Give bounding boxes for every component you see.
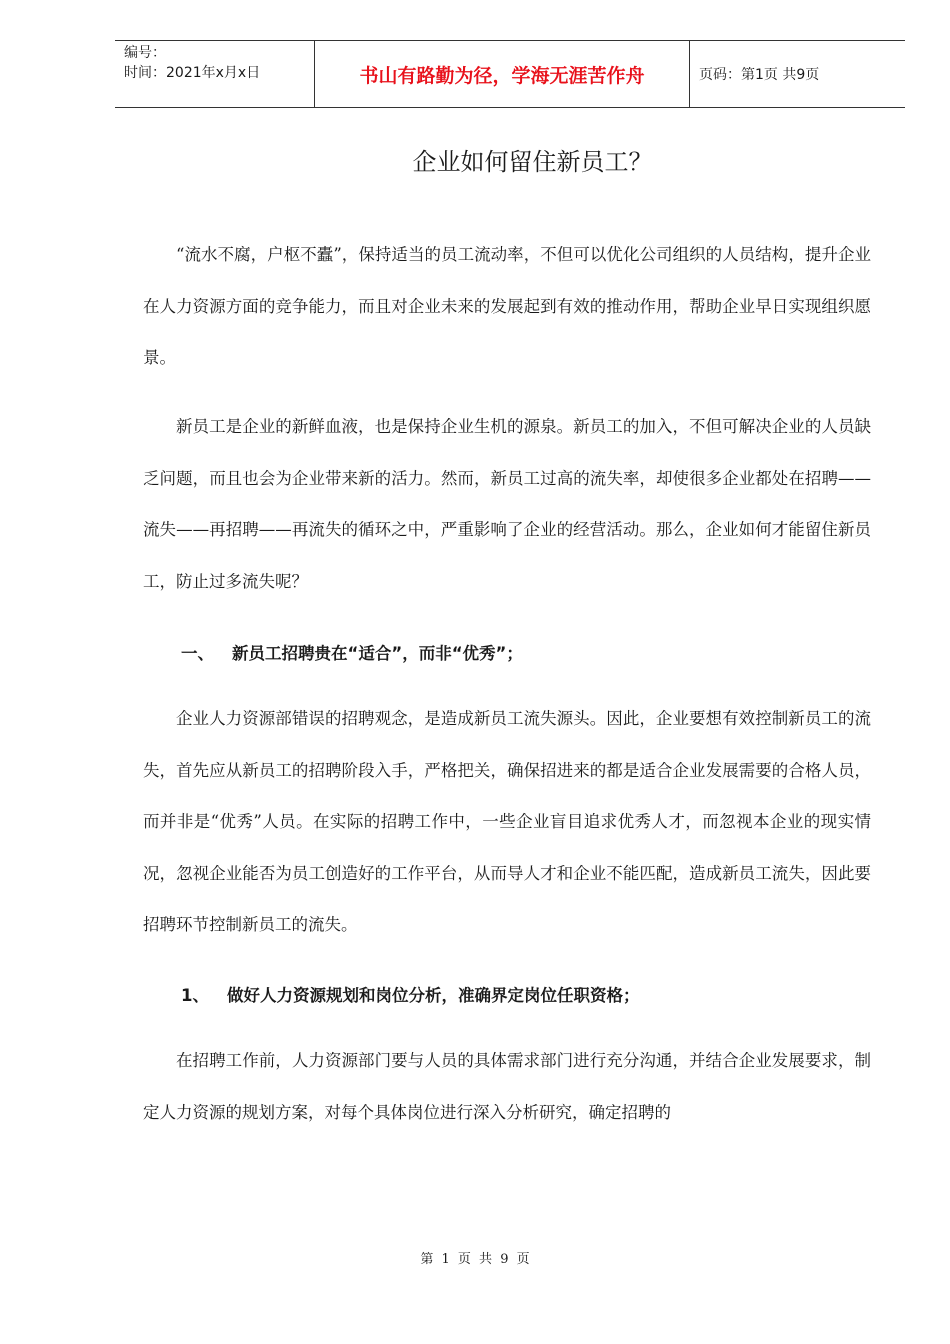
document-title: 企业如何留住新员工？	[412, 148, 653, 176]
number-label: 编号：	[124, 45, 166, 61]
paragraph-2: 新员工是企业的新鲜血液，也是保持企业生机的源泉。新员工的加入，不但可解决企业的人员缺乏问题，而且也会为企业带来新的活力。然而，新员工过高的流失率，却使很多企业都处在招聘——流失——再招聘——再流失的循环之中，严重影响了企业的经营活动。那么，企业如何才能留住新员工，防止过多流失呢？	[143, 417, 871, 591]
paragraph-1: “流水不腐，户枢不蠹”，保持适当的员工流动率，不但可以优化公司组织的人员结构，提升企业在人力资源方面的竞争能力，而且对企业未来的发展起到有效的推动作用，帮助企业早日实现组织愿景。	[143, 245, 871, 367]
section-heading-2	[181, 982, 639, 1006]
section-heading-text: 新员工招聘贵在“适合”，而非“优秀”；	[232, 644, 523, 663]
header-meta	[115, 41, 315, 107]
section-heading-number: 一、	[181, 644, 214, 663]
section-heading-1	[181, 640, 523, 664]
header-motto: 书山有路勤为径，学海无涯苦作舟	[315, 41, 690, 107]
document-header	[115, 40, 905, 108]
header-page-label: 页码：第1页 共9页	[699, 67, 820, 83]
paragraph-4: 在招聘工作前，人力资源部门要与人员的具体需求部门进行充分沟通，并结合企业发展要求，制定人力资源的规划方案，对每个具体岗位进行深入分析研究，确定招聘的	[143, 1051, 871, 1122]
section-heading-number: 1、	[181, 986, 209, 1005]
time-label: 时间：2021年x月x日	[124, 65, 261, 81]
page-footer: 第 1 页 共 9 页	[420, 1252, 530, 1267]
paragraph-3: 企业人力资源部错误的招聘观念，是造成新员工流失源头。因此，企业要想有效控制新员工的流失，首先应从新员工的招聘阶段入手，严格把关，确保招进来的都是适合企业发展需要的合格人员，而并非是“优秀”人员。在实际的招聘工作中，一些企业盲目追求优秀人才，而忽视本企业的现实情况，忽视企业能否为员工创造好的工作平台，从而导人才和企业不能匹配，造成新员工流失，因此要招聘环节控制新员工的流失。	[143, 709, 871, 934]
section-heading-text: 做好人力资源规划和岗位分析，准确界定岗位任职资格；	[226, 986, 640, 1005]
